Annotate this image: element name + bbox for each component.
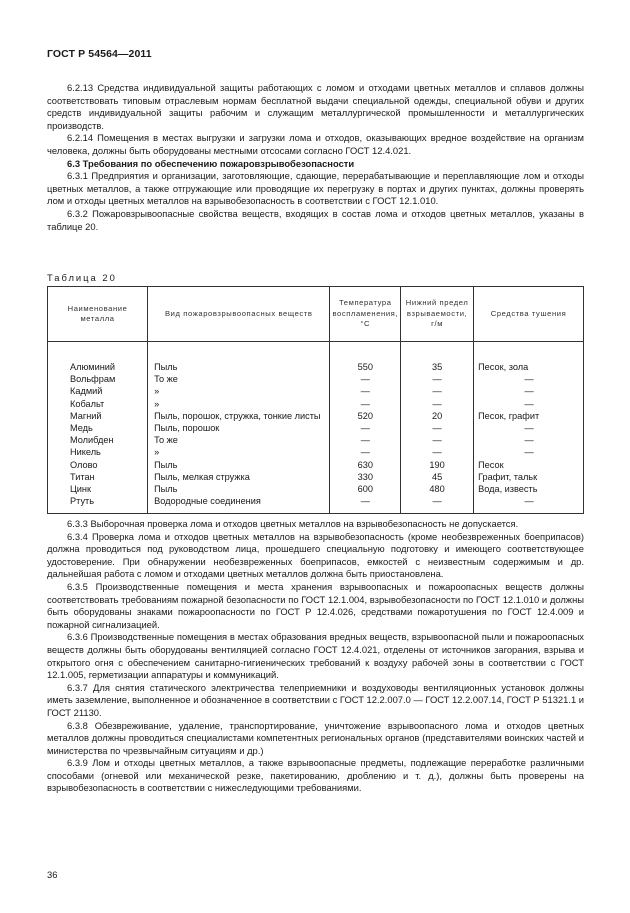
metal-name-cell: Кобальт <box>48 398 148 410</box>
page-number: 36 <box>47 869 58 880</box>
ignition-temp-cell: 330 <box>330 471 401 483</box>
substance-cell: То же <box>148 373 330 385</box>
explosion-limit-cell: 45 <box>401 471 474 483</box>
metal-name-cell: Цинк <box>48 483 148 495</box>
table-row <box>48 385 584 397</box>
explosion-limit-cell: — <box>401 373 474 385</box>
ignition-temp-cell: 520 <box>330 410 401 422</box>
ignition-temp-cell: 600 <box>330 483 401 495</box>
table-row <box>48 483 584 495</box>
substance-cell: » <box>148 398 330 410</box>
ignition-temp-cell: — <box>330 434 401 446</box>
substance-cell: Водородные соединения <box>148 495 330 514</box>
section-heading-6-3: 6.3 Требования по обеспечению пожаровзрывобезопасности <box>67 157 355 169</box>
explosion-limit-cell: — <box>401 495 474 514</box>
paragraph-6-3-1: 6.3.1 Предприятия и организации, заготовляющие, сдающие, перерабатывающие и переплавляющие лом и отходы цветных металлов, а также отгружающие или проводящие их перегрузку в портах и других пунктах, должны проверять лом и отходы цветных металлов на взрывобезопасность в соответствии с ГОСТ 12.1.010. <box>47 170 584 207</box>
extinguishing-cell: — <box>474 373 584 385</box>
paragraph-6-3-3: 6.3.3 Выборочная проверка лома и отходов цветных металлов на взрывобезопасность не допускается. <box>67 518 519 529</box>
paragraph-6-3-6: 6.3.6 Производственные помещения в местах образования вредных веществ, взрывоопасной пыли и пожароопасных веществ должны быть оборудованы вентиляцией согласно ГОСТ 12.4.021, отделены от источников загорания, взрыва и открытого огня с обеспечением санитарно-гигиенических требований к воздуху рабочей зоны в соответствии с ГОСТ 12.1.005, герметизации аппаратуры и коммуникаций. <box>47 631 584 681</box>
substance-cell: Пыль <box>148 483 330 495</box>
explosion-limit-cell: 20 <box>401 410 474 422</box>
extinguishing-cell: Песок, графит <box>474 410 584 422</box>
header-substance-type: Вид пожаровзрывоопасных веществ <box>148 287 330 342</box>
header-ignition-temp: Температура воспламенения, °С <box>330 287 401 342</box>
bottom-text-block <box>47 518 584 795</box>
metal-name-cell: Олово <box>48 459 148 471</box>
table-header-row <box>48 287 584 342</box>
metal-name-cell: Кадмий <box>48 385 148 397</box>
substance-cell: Пыль, порошок, стружка, тонкие листы <box>148 410 330 422</box>
substance-cell: Пыль <box>148 459 330 471</box>
metal-name-cell: Никель <box>48 446 148 458</box>
extinguishing-cell: — <box>474 422 584 434</box>
paragraph-6-2-13: 6.2.13 Средства индивидуальной защиты работающих с ломом и отходами цветных металлов и сплавов должны соответствовать типовым отраслевым нормам бесплатной выдачи специальной одежды, специальной обуви и других средств индивидуальной защиты рабочим и служащим металлургической промышленности и металлургических производств. <box>47 82 584 131</box>
explosion-limit-cell: — <box>401 398 474 410</box>
ignition-temp-cell: 550 <box>330 342 401 374</box>
explosion-limit-cell: — <box>401 446 474 458</box>
table-row <box>48 446 584 458</box>
explosion-limit-cell: — <box>401 434 474 446</box>
metal-name-cell: Ртуть <box>48 495 148 514</box>
table-row <box>48 471 584 483</box>
metal-name-cell: Медь <box>48 422 148 434</box>
extinguishing-cell: — <box>474 398 584 410</box>
table-row <box>48 422 584 434</box>
explosion-limit-cell: 190 <box>401 459 474 471</box>
extinguishing-cell: — <box>474 385 584 397</box>
extinguishing-cell: Вода, известь <box>474 483 584 495</box>
ignition-temp-cell: — <box>330 373 401 385</box>
ignition-temp-cell: — <box>330 422 401 434</box>
table-row <box>48 373 584 385</box>
paragraph-6-3-7: 6.3.7 Для снятия статического электричества телеприемники и воздуховоды вентиляционных установок должны иметь заземление, выполненное и обозначенное в соответствии с ГОСТ 12.2.007.0 — ГОСТ 12.2.007.14, ГОСТ Р 51321.1 и ГОСТ 21130. <box>47 681 585 718</box>
header-metal-name: Наименование металла <box>48 287 148 342</box>
top-text-block <box>47 82 584 233</box>
metal-name-cell: Алюминий <box>48 342 148 374</box>
metal-name-cell: Магний <box>48 410 148 422</box>
paragraph-6-3-5: 6.3.5 Производственные помещения и места хранения взрывоопасных и пожароопасных веществ должны соответствовать требованиям пожарной безопасности по ГОСТ 12.1.004, взрывобезопасности по ГОСТ 12.1.010 и должны быть оборудованы знаками пожароопасности по ГОСТ Р 12.4.026, средствами пожаротушения по ГОСТ 12.4.009 и пожарной сигнализацией. <box>47 580 584 630</box>
paragraph-6-3-9: 6.3.9 Лом и отходы цветных металлов, а также взрывоопасные предметы, подлежащие переработке различными способами (огневой или механической резке, пакетированию, дроблению и т. д.), должны быть проверены на взрывобезопасность в соответствии с нижеследующими требованиями. <box>47 757 584 794</box>
ignition-temp-cell: — <box>330 495 401 514</box>
extinguishing-cell: Песок, зола <box>474 342 584 374</box>
table-caption: Таблица 20 <box>47 272 117 283</box>
extinguishing-cell: — <box>474 495 584 514</box>
document-header: ГОСТ Р 54564—2011 <box>47 48 152 60</box>
ignition-temp-cell: — <box>330 398 401 410</box>
table-row <box>48 410 584 422</box>
explosion-limit-cell: 35 <box>401 342 474 374</box>
header-extinguishing: Средства тушения <box>474 287 584 342</box>
extinguishing-cell: Песок <box>474 459 584 471</box>
extinguishing-cell: — <box>474 446 584 458</box>
metal-name-cell: Молибден <box>48 434 148 446</box>
explosion-limit-cell: — <box>401 422 474 434</box>
substance-cell: Пыль, порошок <box>148 422 330 434</box>
metal-name-cell: Вольфрам <box>48 373 148 385</box>
table-row <box>48 342 584 374</box>
substance-cell: Пыль, мелкая стружка <box>148 471 330 483</box>
paragraph-6-3-2: 6.3.2 Пожаровзрывоопасные свойства веществ, входящих в состав лома и отходов цветных металлов, указаны в таблице 20. <box>47 207 584 232</box>
table-row <box>48 459 584 471</box>
ignition-temp-cell: 630 <box>330 459 401 471</box>
substance-cell: Пыль <box>148 342 330 374</box>
substance-cell: То же <box>148 434 330 446</box>
explosion-limit-cell: 480 <box>401 483 474 495</box>
paragraph-6-2-14: 6.2.14 Помещения в местах выгрузки и загрузки лома и отходов, оказывающих вредное воздействие на организм человека, должны быть оборудованы местными отсосами согласно ГОСТ 12.4.021. <box>47 132 584 156</box>
paragraph-6-3-4: 6.3.4 Проверка лома и отходов цветных металлов на взрывобезопасность (кроме необезвреженных боеприпасов) должна проводиться под руководством лица, прошедшего специальную подготовку и имеющего соответствующее удостоверение. При обнаружении необезвреженных боеприпасов, емкостей с неизвестным содержимым и др. дальнейшая работа с ломом и отходами цветных металлов должна быть приостановлена. <box>47 530 584 580</box>
table-row <box>48 495 584 514</box>
header-explosion-limit: Нижний предел взрываемости, г/м <box>401 287 474 342</box>
ignition-temp-cell: — <box>330 446 401 458</box>
table-20 <box>47 286 584 514</box>
metal-name-cell: Титан <box>48 471 148 483</box>
extinguishing-cell: Графит, тальк <box>474 471 584 483</box>
substance-cell: » <box>148 385 330 397</box>
ignition-temp-cell: — <box>330 385 401 397</box>
table-row <box>48 434 584 446</box>
explosion-limit-cell: — <box>401 385 474 397</box>
extinguishing-cell: — <box>474 434 584 446</box>
paragraph-6-3-8: 6.3.8 Обезвреживание, удаление, транспортирование, уничтожение взрывоопасного лома и отходов цветных металлов должны проводиться специалистами компетентных региональных органов (представителями воинских частей и министерства по чрезвычайным ситуациям и др.) <box>47 719 584 756</box>
substance-cell: » <box>148 446 330 458</box>
table-row <box>48 398 584 410</box>
